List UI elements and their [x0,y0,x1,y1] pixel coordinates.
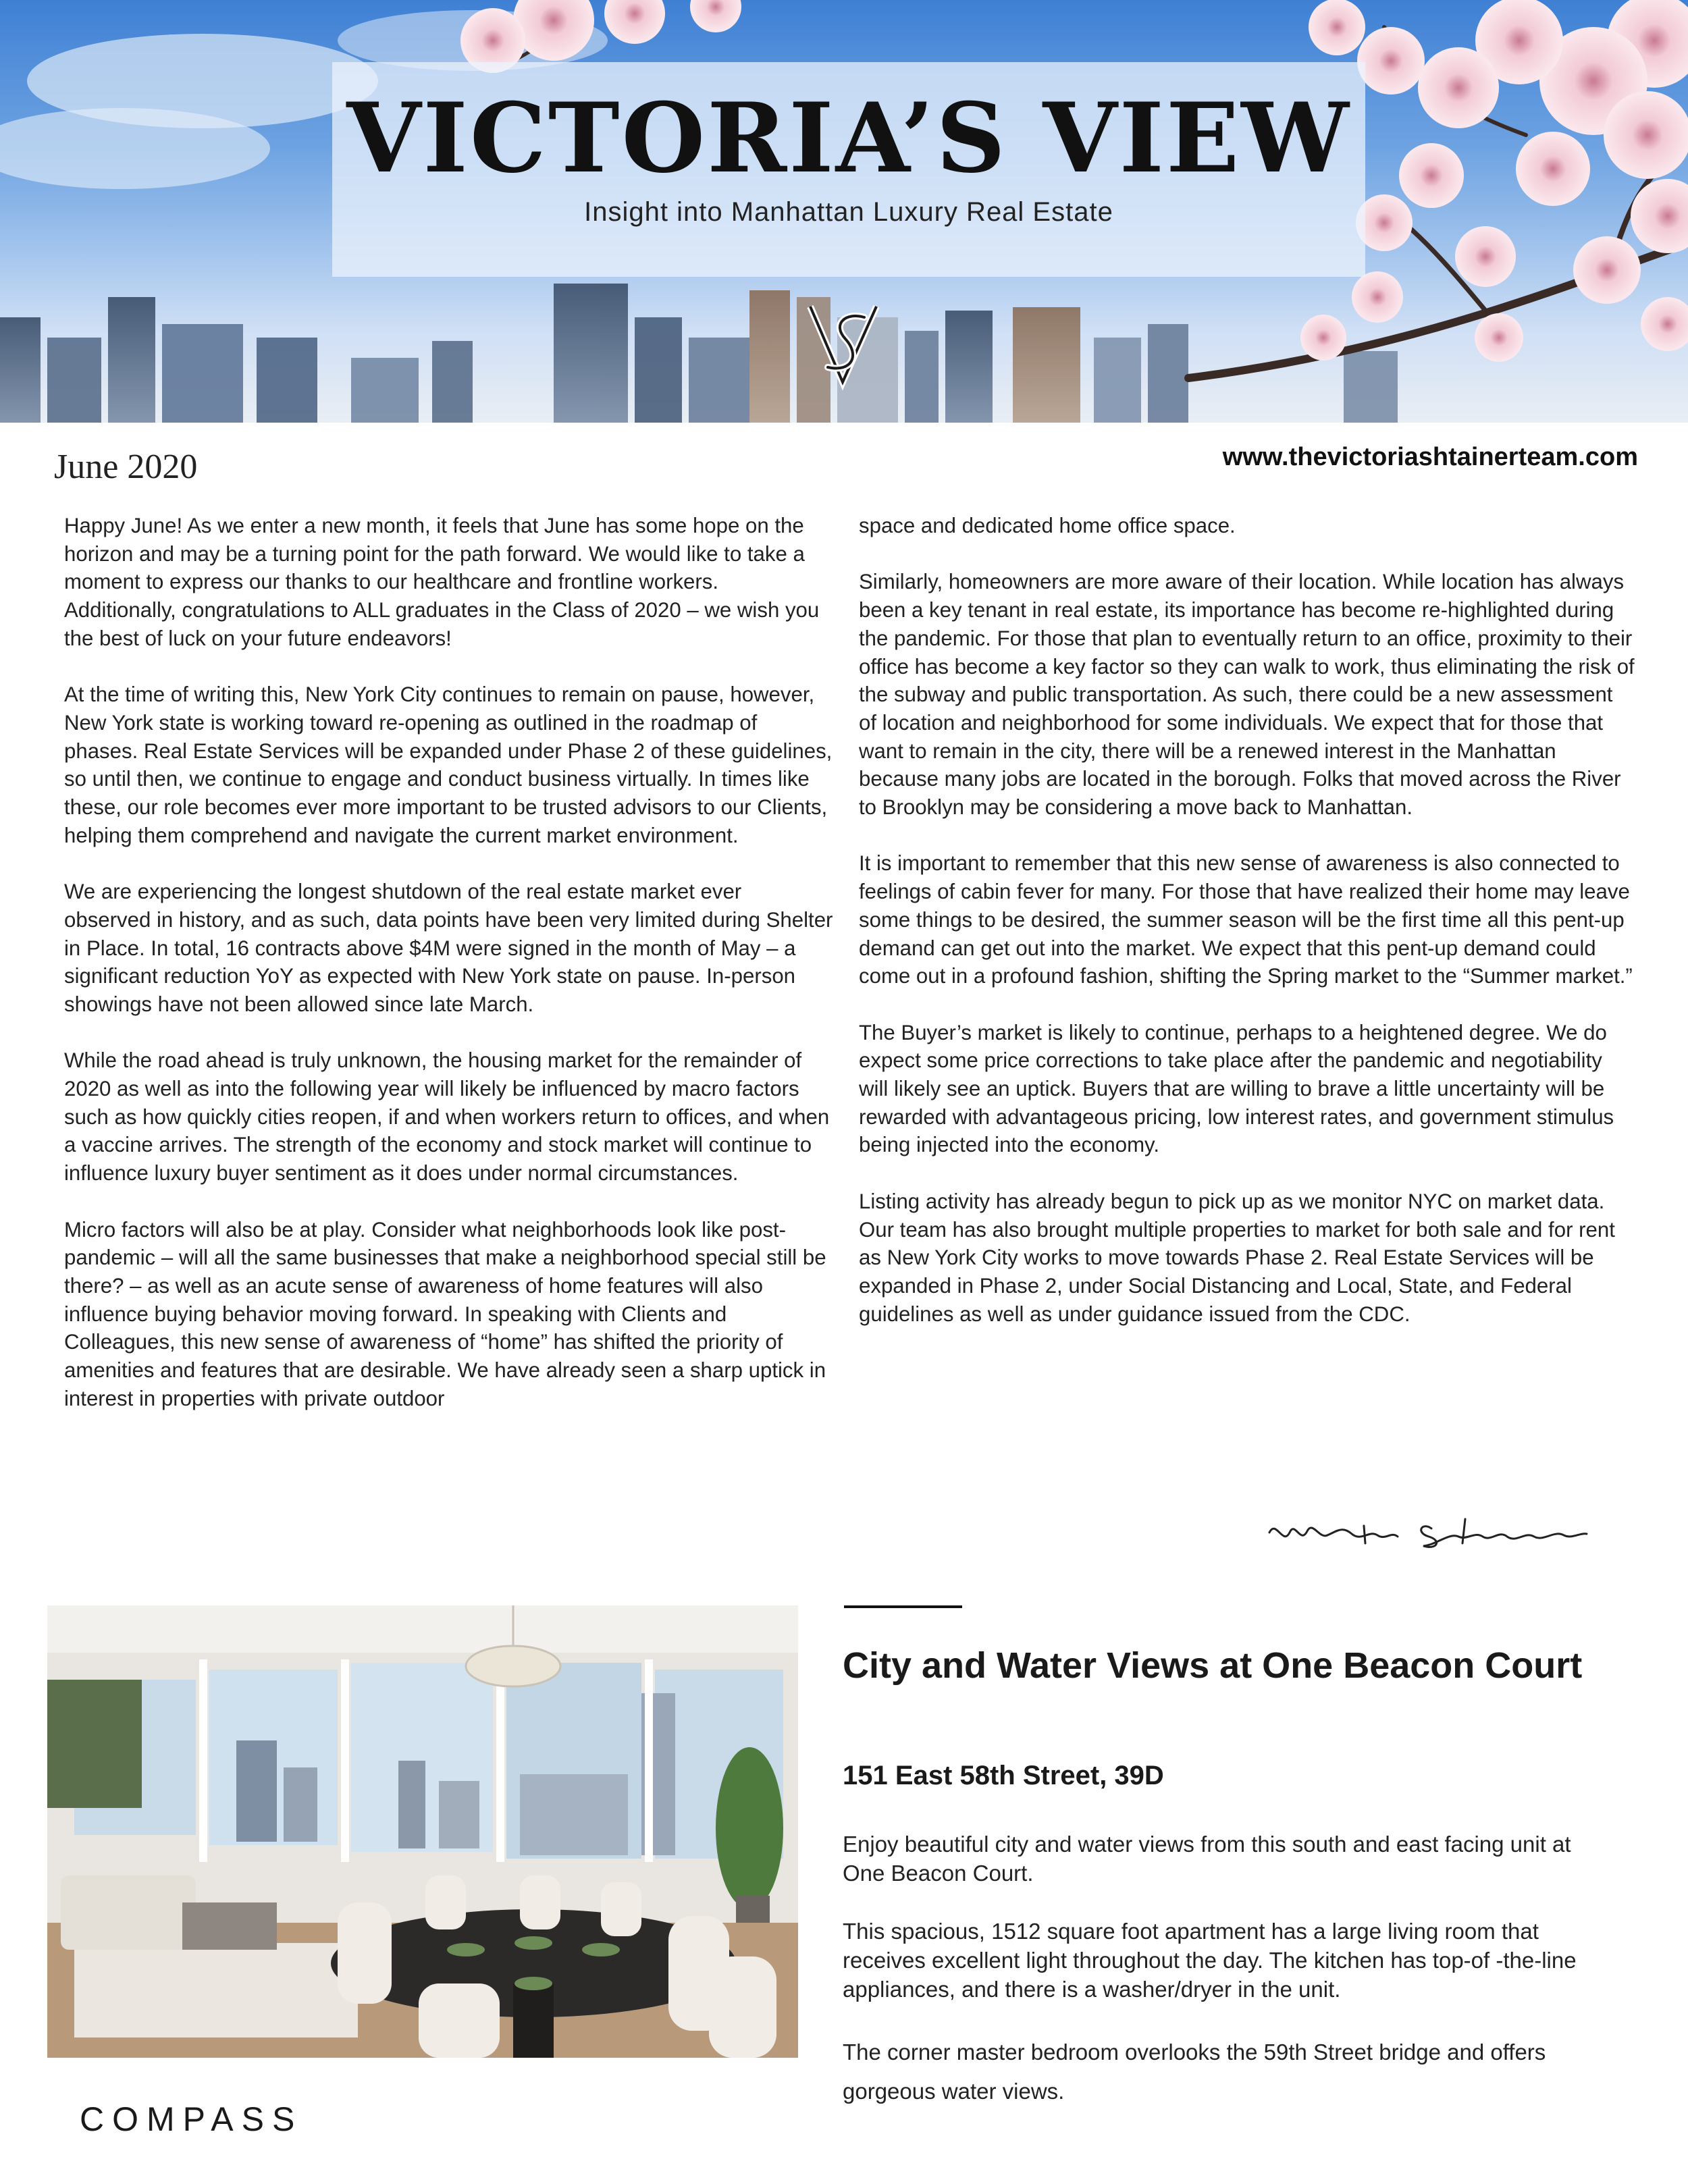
compass-logo: COMPASS [80,2100,303,2138]
article-paragraph: Similarly, homeowners are more aware of their location. While location has always been a key tenant in real estate, its importance has become re-highlighted during the pandemic. For those that plan to eventually return to an office, proximity to their office has become a key factor so they can walk to work, thus eliminating the risk of the subway and public transportation. As such, there could be a new assessment of location and neighborhood for some individuals. We expect that for those that want to remain in the city, there will be a renewed interest in the Manhattan because many jobs are located in the borough. Folks that moved across the River to Brooklyn may be considering a move back to Manhattan. [859,570,1635,820]
newsletter-subtitle: Insight into Manhattan Luxury Real Estate [584,197,1113,227]
listing-paragraph: This spacious, 1512 square foot apartment has a large living room that receives excellent light throughout the day. The kitchen has top-of -the-line appliances, and there is a washer/dryer in the unit. [843,1919,1577,2002]
article-paragraph: While the road ahead is truly unknown, the housing market for the remainder of 2020 as well as into the following year will likely be influenced by macro factors such as how quickly cities reopen, if and when workers return to offices, and when a vaccine arrives. The strength of the economy and stock market will continue to influence luxury buyer sentiment as it does under normal circumstances. [64,1048,830,1186]
article-paragraph: We are experiencing the longest shutdown of the real estate market ever observed in history, and as such, data points have been very limited during Shelter in Place. In total, 16 contracts above $4M were signed in the month of May – a significant reduction YoY as expected with New York state on pause. In-person showings have not been allowed since late March. [64,880,833,1016]
hero-banner [0,0,1688,423]
listing-description [843,1830,1619,2111]
article-paragraph: space and dedicated home office space. [859,514,1236,537]
listing-paragraph: Enjoy beautiful city and water views from this south and east facing unit at One Beacon Court. [843,1832,1571,1886]
article-column-right [859,512,1635,1328]
article-paragraph: At the time of writing this, New York City continues to remain on pause, however, New York state is working toward re-opening as outlined in the roadmap of phases. Real Estate Services will be expanded under Phase 2 of these guidelines, so until then, we continue to engage and conduct business virtually. In times like these, our role becomes ever more important to be trusted advisors to our Clients, helping them comprehend and navigate the current market environment. [64,683,833,847]
listing-address: 151 East 58th Street, 39D [843,1761,1164,1790]
section-divider [844,1605,962,1608]
article-paragraph: It is important to remember that this new sense of awareness is also connected to feelings of cabin fever for many. For those that have realized their home may leave some things to be desired, the summer season will be the first time all this pent-up demand can get out into the market. We expect that this pent-up demand could come out in a profound fashion, shifting the Spring market to the “Summer market.” [859,851,1633,988]
listing-interior-photo [47,1605,798,2058]
article-paragraph: Listing activity has already begun to pick up as we monitor NYC on market data. Our team has also brought multiple properties to market for both sale and for rent as New York City works to move towards Phase 2. Real Estate Services will be expanded in Phase 2, under Social Distancing and Local, State, and Federal guidelines as well as under guidance issued from the CDC. [859,1189,1615,1326]
website-link[interactable]: www.thevictoriashtainerteam.com [1222,443,1638,471]
issue-date: June 2020 [54,448,198,486]
author-signature [1263,1506,1593,1560]
newsletter-title: VICTORIA’S VIEW [346,82,1351,194]
listing-paragraph: The corner master bedroom overlooks the 59th Street bridge and offers gorgeous water views. [843,2040,1546,2104]
article-column-left [64,512,834,1412]
article-paragraph: Happy June! As we enter a new month, it feels that June has some hope on the horizon and may be a turning point for the path forward. We would like to take a moment to express our thanks to our healthcare and frontline workers. Additionally, congratulations to ALL graduates in the Class of 2020 – we wish you the best of luck on your future endeavors! [64,514,820,650]
article-paragraph: Micro factors will also be at play. Consider what neighborhoods look like post-pandemic – will all the same businesses that make a neighborhood special still be there? – as well as an acute sense of awareness of home features will also influence buying behavior moving forward. In speaking with Clients and Colleagues, this new sense of awareness of “home” has shifted the priority of amenities and features that are desirable. We have already seen a sharp uptick in interest in properties with private outdoor [64,1217,826,1410]
masthead-panel [332,62,1365,277]
vs-monogram-logo [805,297,883,392]
listing-title: City and Water Views at One Beacon Court [843,1645,1583,1686]
article-paragraph: The Buyer’s market is likely to continue, perhaps to a heightened degree. We do expect some price corrections to take place after the pandemic and negotiability will likely see an uptick. Buyers that are willing to brave a little uncertainty will be rewarded with advantageous pricing, low interest rates, and government stimulus being injected into the economy. [859,1020,1614,1157]
